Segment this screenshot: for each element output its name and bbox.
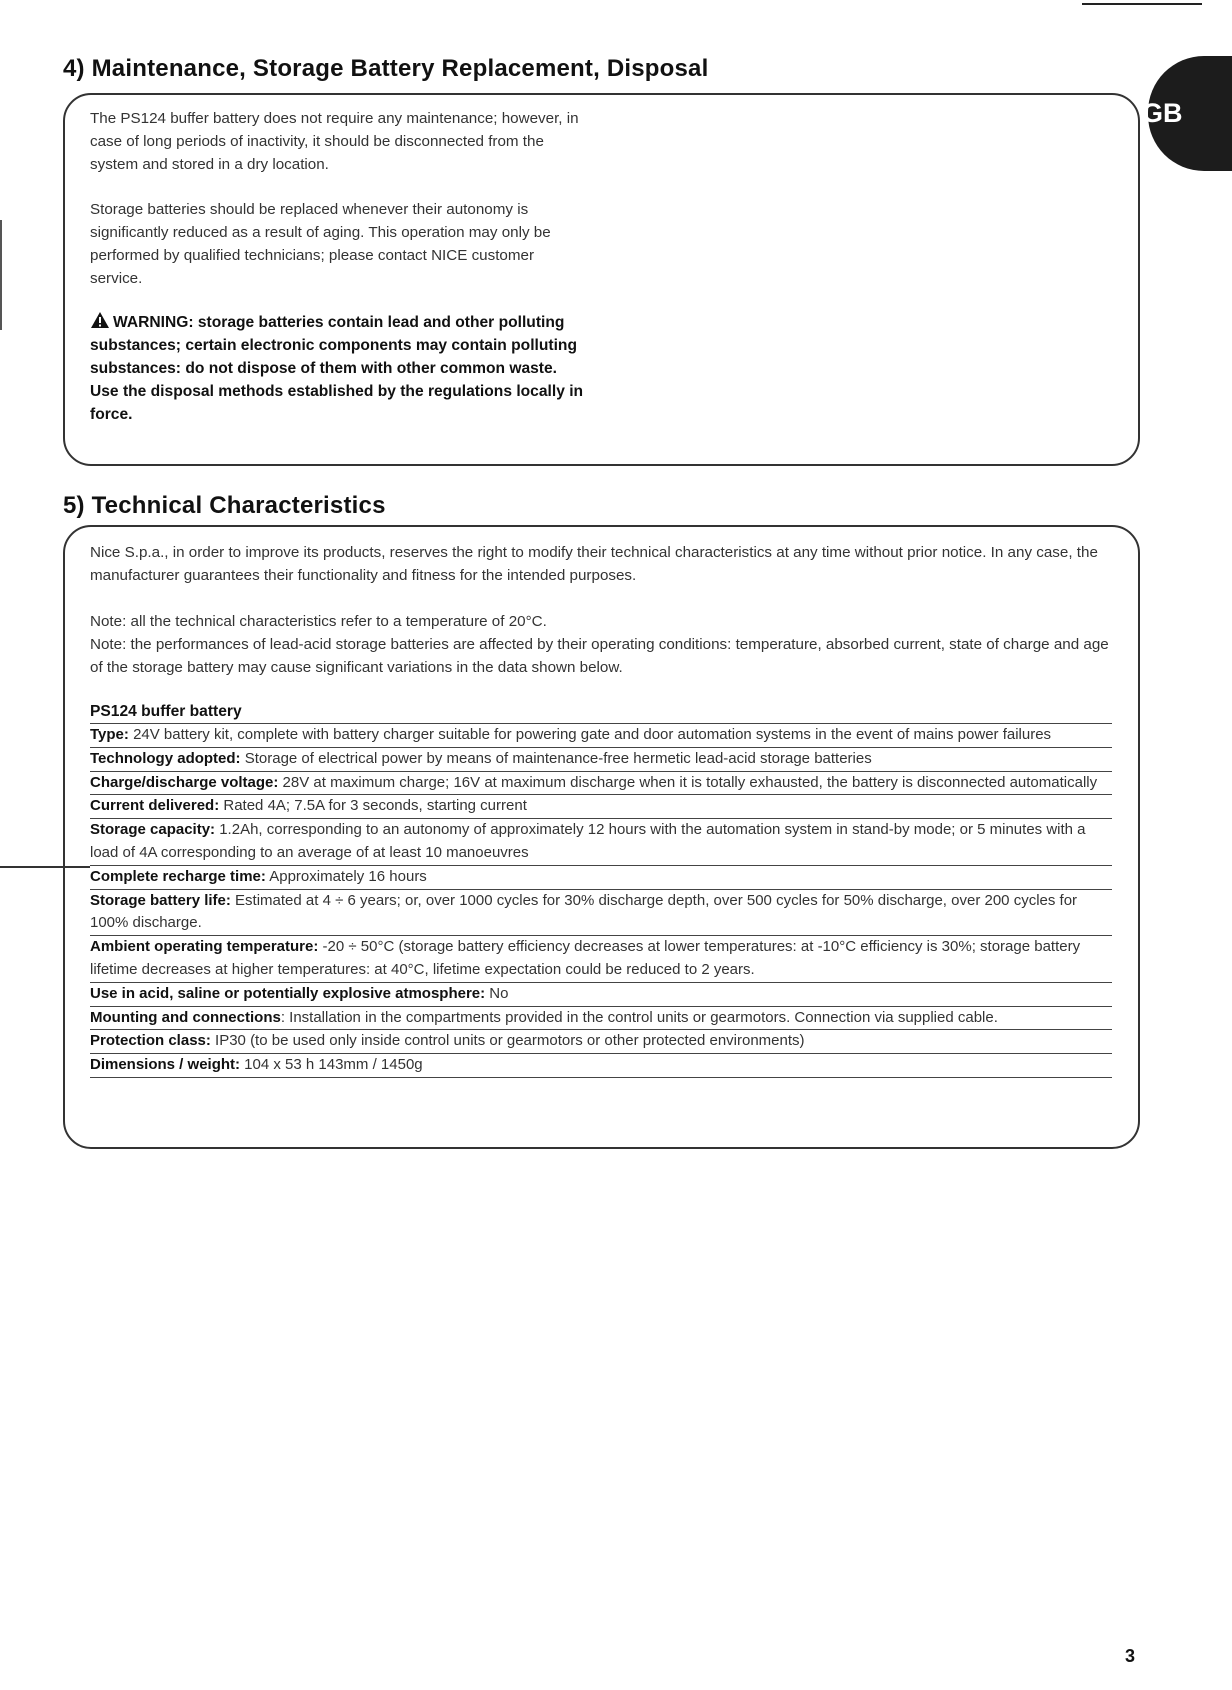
spec-value: 104 x 53 h 143mm / 1450g — [240, 1056, 423, 1074]
spec-heading: PS124 buffer battery — [90, 703, 242, 720]
spec-label: Use in acid, saline or potentially explosive atmosphere: — [90, 984, 486, 1002]
spec-label: Storage capacity: — [90, 821, 216, 839]
spec-value: Rated 4A; 7.5A for 3 seconds, starting current — [219, 797, 527, 815]
spec-row — [90, 889, 1112, 936]
spec-value: Storage of electrical power by means of maintenance-free hermetic lead-acid storage batteries — [240, 749, 872, 767]
spec-label: Ambient operating temperature: — [90, 938, 319, 956]
spec-label: Charge/discharge voltage: — [90, 773, 279, 791]
spec-row — [90, 1029, 1112, 1053]
spec-row — [90, 723, 1112, 747]
maintenance-paragraph-1: The PS124 buffer battery does not require any maintenance; however, in case of long periods of inactivity, it should be disconnected from the system and stored in a dry location. — [90, 110, 579, 173]
spec-value: -20 ÷ 50°C (storage battery efficiency decreases at lower temperatures: at -10°C efficiency is 30%; storage battery lifetime decreases at higher temperatures: at 40°C, lifetime expectation could be reduced to 2 years. — [90, 938, 1081, 978]
spec-value: 1.2Ah, corresponding to an autonomy of approximately 12 hours with the automation system in stand-by mode; or 5 minutes with a load of 4A corresponding to an average of at least 10 manoeuvres — [90, 821, 1086, 861]
spec-label: Storage battery life: — [90, 891, 231, 909]
temperature-note: Note: all the technical characteristics refer to a temperature of 20°C. — [90, 613, 547, 630]
spec-value: : Installation in the compartments provided in the control units or gearmotors. Connection via supplied cable. — [280, 1008, 998, 1026]
spec-row — [90, 1053, 1112, 1078]
spec-value: Approximately 16 hours — [265, 867, 427, 885]
spec-label: Technology adopted: — [90, 749, 241, 767]
maintenance-paragraph-2: Storage batteries should be replaced whenever their autonomy is significantly reduced as a result of aging. This operation may only be performed by qualified technicians; please contact NICE customer service. — [90, 201, 551, 287]
spec-value: No — [485, 984, 509, 1002]
spec-row — [90, 747, 1112, 771]
spec-row — [90, 1006, 1112, 1030]
page-number: 3 — [1125, 1646, 1136, 1666]
margin-mark — [0, 220, 2, 330]
disposal-warning — [90, 311, 586, 426]
spec-row — [90, 935, 1112, 982]
spec-value: 24V battery kit, complete with battery charger suitable for powering gate and door automation systems in the event of mains power failures — [128, 726, 1052, 743]
spec-label: Type: — [90, 726, 129, 743]
spec-table — [90, 723, 1112, 1078]
performance-note: Note: the performances of lead-acid storage batteries are affected by their operating conditions: temperature, absorbed current, state of charge and age of the storage battery may cause significant variations in the data shown below. — [90, 636, 1109, 676]
spec-value: Estimated at 4 ÷ 6 years; or, over 1000 cycles for 30% discharge depth, over 500 cycles for 50% discharge, over 200 cycles for 100% discharge. — [90, 891, 1078, 932]
top-rule — [1082, 3, 1202, 5]
warning-triangle-icon — [90, 311, 110, 329]
spec-row — [90, 818, 1112, 865]
technical-intro: Nice S.p.a., in order to improve its products, reserves the right to modify their technical characteristics at any time without prior notice. In any case, the manufacturer guarantees their functionality and fitness for the intended purposes. — [90, 544, 1098, 584]
spec-row — [90, 982, 1112, 1006]
spec-label: Current delivered: — [90, 797, 220, 815]
spec-value: 28V at maximum charge; 16V at maximum discharge when it is totally exhausted, the battery is disconnected automatically — [278, 773, 1098, 791]
spec-row — [90, 865, 1112, 889]
spec-row — [90, 794, 1112, 818]
technical-title: 5) Technical Characteristics — [63, 492, 386, 519]
spec-row — [90, 771, 1112, 795]
spec-label: Protection class: — [90, 1032, 211, 1050]
spec-label: Mounting and connections — [90, 1008, 281, 1026]
language-tab — [1142, 56, 1232, 171]
maintenance-title: 4) Maintenance, Storage Battery Replacement, Disposal — [63, 55, 709, 82]
spec-value: IP30 (to be used only inside control units or gearmotors or other protected environments) — [210, 1032, 805, 1050]
spec-label: Complete recharge time: — [90, 867, 266, 885]
disposal-warning-text: WARNING: storage batteries contain lead and other polluting substances; certain electronic components may contain polluting substances: do not dispose of them with other common waste. Use the disposal methods established by the regulations locally in force. — [90, 314, 584, 423]
spec-label: Dimensions / weight: — [90, 1056, 241, 1074]
language-tab-label: GB — [1142, 98, 1183, 128]
